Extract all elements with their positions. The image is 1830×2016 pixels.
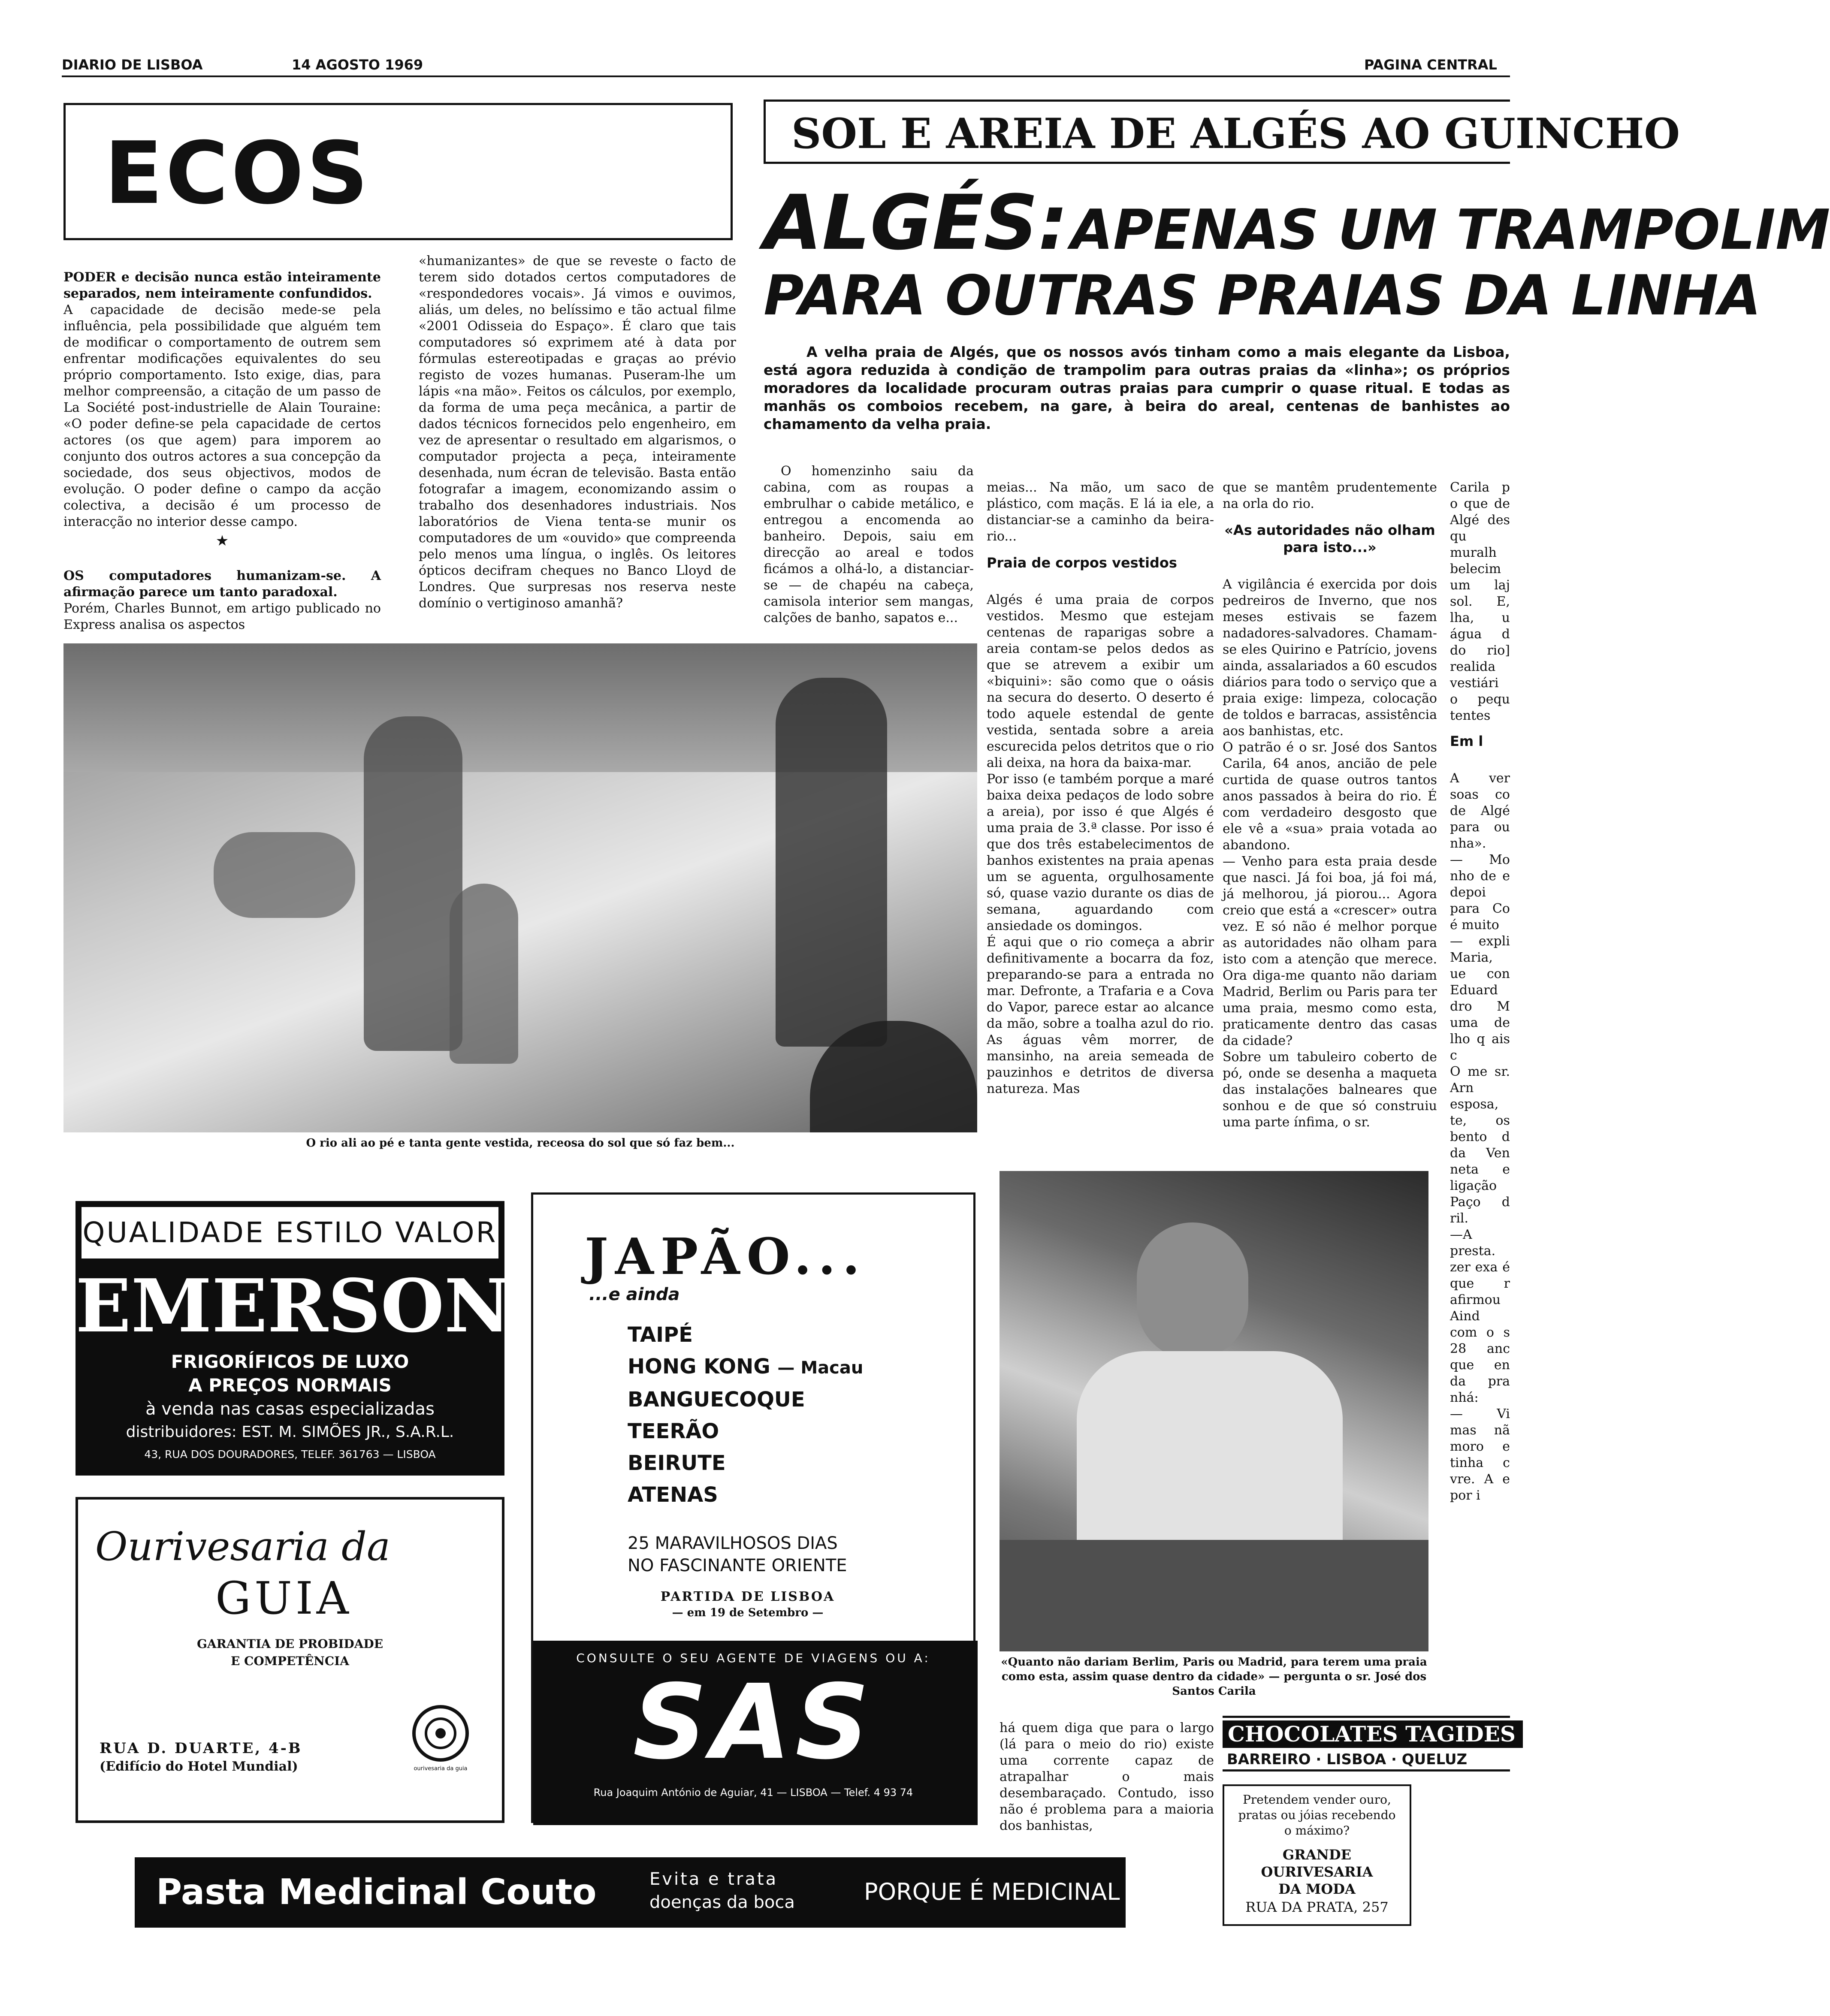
guia-ad bbox=[75, 1497, 504, 1823]
photo-figure bbox=[776, 678, 887, 1047]
article-lead: A velha praia de Algés, que os nossos avós tinham como a mais elegante da Lisboa, está agora reduzida à condição de trampolim para outras praias da «linha»; os próprios moradores da localidade procuram outras praias para cumprir o quase ritual. E todas as manhãs os comboios recebem, na gare, à beira do areal, centenas de banhistes ao chamamento da velha praia. bbox=[764, 344, 1510, 432]
japao-days-1: 25 MARAVILHOSOS DIAS bbox=[628, 1533, 838, 1553]
emerson-brand: EMERSON bbox=[75, 1263, 511, 1349]
japao-city: TEERÃO bbox=[628, 1419, 719, 1443]
couto-slogan: PORQUE É MEDICINAL bbox=[864, 1878, 1120, 1905]
ecos-body-1: A capacidade de decisão mede-se pela influência, pela possibilidade que alguém tem de modificar o comportamento de outrem sem enfrentar modificações equivalentes do seu próprio comportamento. Isto exige, dias, para melhor compreensão, a citação de um passo de La Société post-industrielle de Alain Touraine: «O poder define-se pela capacidade de certos actores (os que agem) para imporem ao conjunto dos outros actores a sua concepção da sociedade, dos seus objectivos, modos de evolução. O poder define o campo da acção colectiva, a decisão é um processo de interacção no interior desse campo. bbox=[63, 302, 381, 529]
japao-city: TAIPÉ bbox=[628, 1323, 693, 1347]
article-column-c bbox=[1223, 463, 1437, 1130]
paper-name: DIARIO DE LISBOA bbox=[62, 57, 203, 73]
moda-question-2: pratas ou jóias recebendo bbox=[1238, 1808, 1396, 1822]
emerson-line-3: à venda nas casas especializadas bbox=[145, 1399, 435, 1419]
moda-question-1: Pretendem vender ouro, bbox=[1243, 1793, 1391, 1807]
ecos-body-2: Porém, Charles Bunnot, em artigo publicado no Express analisa os aspectos bbox=[63, 601, 381, 632]
headline-line-1 bbox=[764, 179, 1830, 267]
guia-guarantee-2: E COMPETÊNCIA bbox=[230, 1654, 350, 1668]
chocolates-ad bbox=[1223, 1716, 1516, 1772]
japao-depart-2: — em 19 de Setembro — bbox=[672, 1606, 824, 1619]
japao-title: JAPÃO... bbox=[585, 1228, 867, 1286]
chocolates-brand: CHOCOLATES TAGIDES bbox=[1223, 1720, 1523, 1748]
col-c-top: que se mantêm prudentemente na orla do rio. bbox=[1223, 480, 1437, 511]
ecos-column-2: «humanizantes» de que se reveste o facto de terem sido dotados certos computadores de «respondedores vocais». Já vimos e ouvimos, aliás, um deles, no belíssimo e tão actual filme «2001 Odisseia do Espaço». É claro que tais computadores só exprimem até à data por fórmulas estereotipadas e graças ao prévio registo de vozes humanas. Puseram-lhe um lápis «na mão». Feitos os cálculos, por exemplo, da forma de uma peça mecânica, a partir de dados técnicos fornecidos pelo engenheiro, em vez de apresentar o resultado em algarismos, o computador projecta a peça, inteiramente desenhada, num écran de televisão. Basta então fotografar a imagem, economizando assim o trabalho dos desenhadores industriais. Nos laboratórios de Viena tenta-se munir os computadores de um «ouvido» que compreenda pelo menos uma língua, o inglês. Os leitores ópticos decifram cheques no Banco Lloyd de Londres. Que surpresas nos reserva neste domínio o vertiginoso amanhã? bbox=[419, 254, 736, 611]
ecos-lead-1: PODER e decisão nunca estão inteiramente separados, nem inteiramente confundidos. bbox=[63, 270, 381, 301]
emerson-line-4: distribuidores: EST. M. SIMÕES JR., S.A.R.L. bbox=[126, 1423, 454, 1441]
sas-logo: SAS bbox=[633, 1662, 874, 1782]
guia-name: GUIA bbox=[215, 1572, 352, 1624]
ecos-box bbox=[63, 103, 733, 240]
col-d-body: A ver soas co de Algé para ou nha». — Mo nho de e depoi para Co é muito — expli Maria, ue con Eduard dro M uma de lho q ais c O me sr. Arn esposa, te, os bento d da Ven neta e ligação Paço d ril. —A presta. zer exa é que r afirmou Aind com o s 28 anc que en da pra nhá: — Vi mas nã moro e tinha c vre. A e por i bbox=[1450, 771, 1510, 1503]
guia-seal-icon bbox=[404, 1701, 477, 1783]
japao-ad bbox=[531, 1192, 975, 1823]
japao-city-row bbox=[628, 1351, 962, 1384]
col-b-top: meias... Na mão, um saco de plástico, com maçãs. E lá ia ele, a distanciar-se a caminho da beira-rio... bbox=[987, 480, 1214, 544]
sas-consult: CONSULTE O SEU AGENTE DE VIAGENS OU A: bbox=[576, 1651, 930, 1665]
moda-question-3: o máximo? bbox=[1284, 1823, 1350, 1838]
issue-date: 14 AGOSTO 1969 bbox=[292, 57, 423, 73]
carila-photo bbox=[1000, 1171, 1428, 1651]
guia-address-2: (Edifício do Hotel Mundial) bbox=[100, 1759, 298, 1774]
japao-city: ATENAS bbox=[628, 1483, 718, 1507]
article-kicker: SOL E AREIA DE ALGÉS AO GUINCHO bbox=[791, 109, 1680, 158]
moda-name-2: DA MODA bbox=[1278, 1881, 1356, 1897]
photo-figure bbox=[450, 884, 518, 1064]
col-b-body: Algés é uma praia de corpos vestidos. Mesmo que estejam centenas de raparigas sobre a areia contam-se pelos dedos as que se atrevem a exibir um «biquini»: são como que o oásis na secura do deserto. O deserto é todo aquele estendal de gente vestida, sentada sobre a areia escurecida pelos detritos que o rio ali deixa, na hora da baixa-mar. Por isso (e também porque a maré baixa deixa pedaços de lodo sobre a areia), por isso é que Algés é uma praia de 3.ª classe. Por isso é que dos três estabelecimentos de banhos existentes na praia apenas um se aguenta, orgulhosamente só, quase vazio durante os dias de semana, aguardando com ansiedade os domingos. É aqui que o rio começa a abrir definitivamente a bocarra da foz, preparando-se para a entrada no mar. Defronte, a Trafaria e a Cova do Vapor, parece estar ao alcance da mão, sobre a toalha azul do rio. As águas vêm morrer, de mansinho, na areia semeada de pauzinhos e detritos de diversa natureza. Mas bbox=[987, 592, 1214, 1096]
ecos-column-1 bbox=[63, 253, 381, 632]
moda-name-1: GRANDE OURIVESARIA bbox=[1261, 1847, 1373, 1880]
japao-city: BEIRUTE bbox=[628, 1451, 726, 1475]
guia-script: Ourivesaria da bbox=[95, 1524, 390, 1569]
japao-days-2: NO FASCINANTE ORIENTE bbox=[628, 1556, 847, 1575]
moda-address: RUA DA PRATA, 257 bbox=[1245, 1899, 1389, 1915]
col-d-top: Carila p o que de Algé des qu muralh belecim um laj sol. E, lha, u água d do rio] realida vestiári o pequ tentes bbox=[1450, 480, 1510, 723]
ecos-lead-2: OS computadores humanizam-se. A afirmação parece um tanto paradoxal. bbox=[63, 568, 381, 600]
emerson-tagline-box bbox=[82, 1207, 498, 1258]
couto-mid-1: Evita e trata bbox=[649, 1869, 778, 1889]
article-column-d bbox=[1450, 463, 1510, 1544]
article-column-c-tail: há quem diga que para o largo (lá para o meio do rio) existe uma corrente capaz de atrapalhar o mais desembaraçado. Contudo, isso não é problema para a maioria dos banhistas, bbox=[1000, 1720, 1214, 1833]
emerson-line-5: 43, RUA DOS DOURADORES, TELEF. 361763 — LISBOA bbox=[144, 1448, 436, 1461]
japao-depart-1: PARTIDA DE LISBOA bbox=[660, 1589, 835, 1604]
col-b-subhead: Praia de corpos vestidos bbox=[987, 555, 1177, 571]
emerson-tagline: QUALIDADE ESTILO VALOR bbox=[82, 1216, 498, 1249]
section-label: PAGINA CENTRAL bbox=[1364, 57, 1497, 73]
beach-photo bbox=[63, 643, 977, 1132]
chocolates-places: BARREIRO · LISBOA · QUELUZ bbox=[1227, 1751, 1468, 1768]
col-c-body: A vigilância é exercida por dois pedreiros de Inverno, que nos meses estivais se fazem nadadores-salvadores. Chamam-se eles Quirino e Patrício, jovens ainda, assalariados a 60 escudos diários para todo o serviço que a praia exige: limpeza, colocação de toldos e barracas, assistência aos banhistas, etc. O patrão é o sr. José dos Santos Carila, 64 anos, ancião de pele curtida de quase outros tantos anos passados à beira do rio. É com verdadeiro desgosto que ele vê a «sua» praia votada ao abandono. — Venho para esta praia desde que nasci. Já foi boa, já foi má, já melhorou, já piorou... Agora creio que está a «crescer» outra vez. E só não é melhor porque as autoridades não olham para isto com a atenção que merece. Ora diga-me quanto não dariam Madrid, Berlim ou Paris para ter uma praia, mesmo como esta, praticamente dentro das casas da cidade? Sobre um tabuleiro coberto de pó, onde se desenha a maqueta das instalações balneares que sonhou e de que só construiu uma parte ínfima, o sr. bbox=[1223, 577, 1437, 1130]
photo-head bbox=[1137, 1222, 1248, 1360]
ecos-title: ECOS bbox=[104, 124, 371, 223]
sas-panel bbox=[533, 1641, 978, 1825]
guia-guarantee-1: GARANTIA DE PROBIDADE bbox=[196, 1637, 384, 1651]
emerson-ad bbox=[75, 1201, 511, 1476]
headline-place: ALGÉS: bbox=[764, 179, 1069, 267]
guia-seal-text: ourivesaria da guia bbox=[414, 1766, 468, 1772]
couto-ad bbox=[135, 1857, 1126, 1928]
col-d-subhead: Em l bbox=[1450, 733, 1483, 749]
beach-photo-caption: O rio ali ao pé e tanta gente vestida, receosa do sol que só faz bem... bbox=[306, 1137, 735, 1150]
emerson-line-2: A PREÇOS NORMAIS bbox=[188, 1375, 392, 1396]
emerson-line-1: FRIGORÍFICOS DE LUXO bbox=[171, 1351, 409, 1372]
japao-city: BANGUECOQUE bbox=[628, 1388, 805, 1412]
couto-brand: Pasta Medicinal Couto bbox=[156, 1872, 597, 1913]
photo-model bbox=[1000, 1540, 1428, 1651]
photo-figure bbox=[214, 832, 355, 918]
japao-sub: ...e ainda bbox=[589, 1285, 680, 1304]
headline-line-2: PARA OUTRAS PRAIAS DA LINHA bbox=[764, 264, 1761, 328]
headline-rest: APENAS UM TRAMPOLIM bbox=[1070, 198, 1830, 262]
couto-mid-2: doenças da boca bbox=[649, 1892, 795, 1912]
col-c-subhead: «As autoridades não olham para isto...» bbox=[1224, 522, 1435, 555]
moda-ad bbox=[1223, 1784, 1411, 1926]
carila-photo-caption: «Quanto não dariam Berlim, Paris ou Madrid, para terem uma praia como esta, assim quase dentro da cidade» — pergunta o sr. José dos Santos Carila bbox=[1001, 1656, 1427, 1698]
sas-address: Rua Joaquim António de Aguiar, 41 — LISBOA — Telef. 4 93 74 bbox=[593, 1787, 913, 1799]
article-column-a: O homenzinho saiu da cabina, com as roupas a embrulhar o cabide metálico, e entregou a encomenda ao banheiro. Depois, saiu em direcção ao areal e todos ficámos a olhá-lo, a distanciar-se — de chapéu na cabeça, camisola interior sem mangas, calções de banho, sapatos e... bbox=[764, 464, 974, 625]
header-rule bbox=[62, 75, 1510, 77]
japao-city-list bbox=[628, 1319, 962, 1516]
kicker-box bbox=[764, 100, 1680, 164]
japao-macau: — Macau bbox=[777, 1358, 864, 1378]
japao-city: HONG KONG bbox=[628, 1355, 770, 1379]
photo-figure bbox=[364, 716, 462, 1051]
ecos-star: ★ bbox=[215, 532, 229, 549]
guia-address-1: RUA D. DUARTE, 4-B bbox=[100, 1740, 302, 1757]
